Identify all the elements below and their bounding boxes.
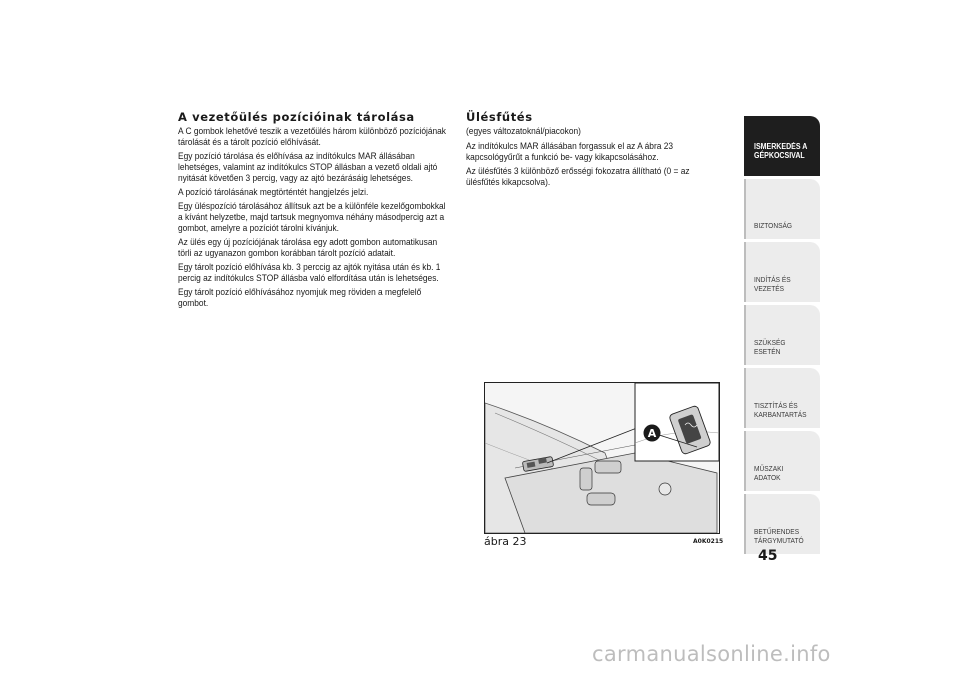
left-column (178, 110, 450, 312)
sidebar-tab-label: MŰSZAKI ADATOK (754, 464, 784, 482)
paragraph: Egy üléspozíció tárolásához állítsuk azt be a különféle kezelőgombokkal a kívánt helyzetbe, majd tartsuk megnyomva néhány másodpercig azt a gombot, amelyre a pozíciót tárolni kívánjuk. (178, 201, 446, 233)
right-column (466, 110, 724, 191)
section-title-seat-heating: Ülésfűtés (466, 110, 533, 124)
paragraph: A C gombok lehetővé teszik a vezetőülés három különböző pozíciójának tárolását és a tárolt pozíció előhívását. (178, 126, 446, 147)
sidebar-tab-label: INDÍTÁS ÉS VEZETÉS (754, 275, 791, 293)
chapter-sidebar (744, 116, 820, 557)
paragraph: Az ülés egy új pozíciójának tárolása egy adott gombon automatikusan törli az ugyanazon gombon korábban tárolt pozíció adatait. (178, 237, 438, 258)
sidebar-tab-label: SZÜKSÉG ESETÉN (754, 338, 786, 356)
figure-code: A0K0215 (693, 538, 724, 545)
callout-label-a: A (647, 427, 657, 440)
sidebar-tab-label: BIZTONSÁG (754, 221, 793, 230)
sidebar-tab-label: ISMERKEDÉS A GÉPKOCSIVAL (754, 142, 808, 160)
sidebar-tab-label: BETŰRENDES TÁRGYMUTATÓ (754, 527, 804, 545)
figure-caption: ábra 23 (484, 535, 527, 548)
sidebar-tab-safety[interactable] (744, 179, 820, 239)
paragraph: Az ülésfűtés 3 különböző erősségi fokozatra állítható (0 = az ülésfűtés kikapcsolva). (466, 166, 690, 187)
section-title-seat-memory: A vezetőülés pozícióinak tárolása (178, 110, 415, 124)
paragraph: A pozíció tárolásának megtörténtét hangjelzés jelzi. (178, 187, 369, 197)
paragraph: Egy tárolt pozíció előhívása kb. 3 perccig az ajtók nyitása után és kb. 1 percig az indítókulcs STOP állásba való elfordítása után is lehetséges. (178, 262, 441, 283)
sidebar-tab-emergency[interactable] (744, 305, 820, 365)
sidebar-tab-starting-driving[interactable] (744, 242, 820, 302)
paragraph: Egy tárolt pozíció előhívásához nyomjuk meg röviden a megfelelő gombot. (178, 287, 422, 308)
sidebar-tab-technical-data[interactable] (744, 431, 820, 491)
seat-illustration-drawing (485, 383, 719, 533)
sidebar-tab-index[interactable] (744, 494, 820, 554)
sidebar-tab-label: TISZTÍTÁS ÉS KARBANTARTÁS (754, 401, 807, 419)
paragraph: Az indítókulcs MAR állásában forgassuk el az A ábra 23 kapcsológyűrűt a funkció be- vagy kikapcsolásához. (466, 141, 674, 162)
sidebar-tab-maintenance[interactable] (744, 368, 820, 428)
page-number: 45 (758, 548, 778, 564)
section-subtitle: (egyes változatoknál/piacokon) (466, 126, 581, 136)
sidebar-tab-getting-to-know[interactable] (744, 116, 820, 176)
paragraph: Egy pozíció tárolása és előhívása az indítókulcs MAR állásában lehetséges, valamint az indítókulcs STOP állásban a vezető oldali ajtó nyitását követően 3 percig, vagy az ajtó bezárásáig lehetséges. (178, 151, 438, 183)
seat-controls-illustration (484, 382, 720, 534)
watermark: carmanualsonline.info (592, 642, 831, 666)
